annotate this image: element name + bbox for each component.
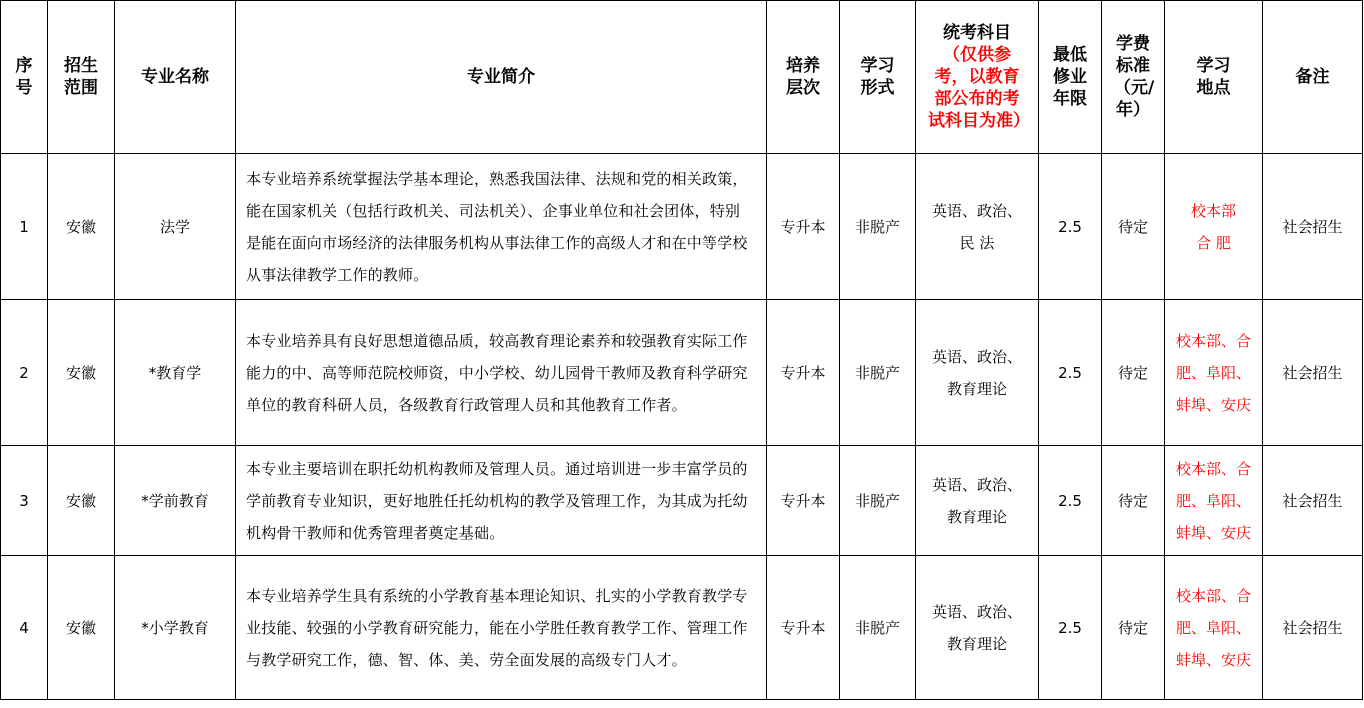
cell-exam <box>916 556 1039 700</box>
cell-seq: 3 <box>1 446 48 556</box>
cell-scope: 安徽 <box>48 446 115 556</box>
location-line: 校本部、合 <box>1175 586 1251 605</box>
cell-remark: 社会招生 <box>1263 300 1363 446</box>
cell-seq: 1 <box>1 154 48 300</box>
location-line: 肥、阜阳、 <box>1175 618 1251 637</box>
table-row <box>1 446 1363 556</box>
cell-intro: 本专业培养学生具有系统的小学教育基本理论知识、扎实的小学教育教学专业技能、较强的小学教育研究能力，能在小学胜任教育教学工作、管理工作与教学研究工作，德、智、体、美、劳全面发展的高级专门人才。 <box>236 556 767 700</box>
location-line: 蚌埠、安庆 <box>1175 395 1251 414</box>
cell-location <box>1165 446 1263 556</box>
cell-intro: 本专业培养系统掌握法学基本理论，熟悉我国法律、法规和党的相关政策，能在国家机关（包括行政机关、司法机关）、企事业单位和社会团体，特别是能在面向市场经济的法律服务机构从事法律工作的高级人才和在中等学校从事法律教学工作的教师。 <box>236 154 767 300</box>
cell-years: 2.5 <box>1039 556 1102 700</box>
header-location: 学习地点 <box>1165 1 1263 154</box>
cell-form: 非脱产 <box>840 446 916 556</box>
cell-major: *学前教育 <box>115 446 236 556</box>
cell-form: 非脱产 <box>840 300 916 446</box>
location-line: 肥、阜阳、 <box>1175 491 1251 510</box>
header-exam-note: （仅供参考，以教育部公布的考试科目为准） <box>928 45 1030 131</box>
cell-seq: 4 <box>1 556 48 700</box>
cell-form: 非脱产 <box>840 556 916 700</box>
header-remark: 备注 <box>1263 1 1363 154</box>
location-line: 合 肥 <box>1196 233 1231 252</box>
location-line: 蚌埠、安庆 <box>1175 523 1251 542</box>
cell-years: 2.5 <box>1039 300 1102 446</box>
table-row <box>1 300 1363 446</box>
location-line: 校本部 <box>1190 201 1236 220</box>
cell-level: 专升本 <box>767 446 840 556</box>
table-row <box>1 556 1363 700</box>
cell-major: 法学 <box>115 154 236 300</box>
cell-fee: 待定 <box>1102 446 1165 556</box>
location-line: 校本部、合 <box>1175 331 1251 350</box>
exam-line: 教育理论 <box>946 507 1007 526</box>
header-form: 学习形式 <box>840 1 916 154</box>
exam-line: 英语、政治、 <box>931 475 1022 494</box>
cell-fee: 待定 <box>1102 154 1165 300</box>
cell-fee: 待定 <box>1102 556 1165 700</box>
exam-line: 英语、政治、 <box>931 602 1022 621</box>
location-line: 肥、阜阳、 <box>1175 363 1251 382</box>
exam-line: 英语、政治、 <box>931 201 1022 220</box>
header-years: 最低修业年限 <box>1039 1 1102 154</box>
header-seq: 序号 <box>1 1 48 154</box>
cell-level: 专升本 <box>767 300 840 446</box>
cell-years: 2.5 <box>1039 154 1102 300</box>
cell-exam <box>916 154 1039 300</box>
cell-scope: 安徽 <box>48 154 115 300</box>
cell-seq: 2 <box>1 300 48 446</box>
exam-line: 民 法 <box>959 233 995 252</box>
header-level: 培养层次 <box>767 1 840 154</box>
exam-line: 教育理论 <box>946 634 1007 653</box>
exam-line: 英语、政治、 <box>931 347 1022 366</box>
cell-years: 2.5 <box>1039 446 1102 556</box>
cell-level: 专升本 <box>767 556 840 700</box>
cell-intro: 本专业培养具有良好思想道德品质，较高教育理论素养和较强教育实际工作能力的中、高等师范院校师资，中小学校、幼儿园骨干教师及教育科学研究单位的教育科研人员，各级教育行政管理人员和其他教育工作者。 <box>236 300 767 446</box>
header-intro: 专业简介 <box>236 1 767 154</box>
cell-form: 非脱产 <box>840 154 916 300</box>
cell-exam <box>916 446 1039 556</box>
cell-scope: 安徽 <box>48 300 115 446</box>
cell-exam <box>916 300 1039 446</box>
header-scope: 招生范围 <box>48 1 115 154</box>
exam-line: 教育理论 <box>946 379 1007 398</box>
cell-fee: 待定 <box>1102 300 1165 446</box>
cell-remark: 社会招生 <box>1263 154 1363 300</box>
cell-remark: 社会招生 <box>1263 556 1363 700</box>
cell-scope: 安徽 <box>48 556 115 700</box>
cell-intro: 本专业主要培训在职托幼机构教师及管理人员。通过培训进一步丰富学员的学前教育专业知识，更好地胜任托幼机构的教学及管理工作，为其成为托幼机构骨干教师和优秀管理者奠定基础。 <box>236 446 767 556</box>
header-exam-main: 统考科目 <box>943 23 1011 43</box>
cell-major: *小学教育 <box>115 556 236 700</box>
table-row <box>1 154 1363 300</box>
cell-location <box>1165 300 1263 446</box>
header-row <box>1 1 1363 154</box>
location-line: 校本部、合 <box>1175 459 1251 478</box>
location-line: 蚌埠、安庆 <box>1175 650 1251 669</box>
cell-location <box>1165 154 1263 300</box>
header-major: 专业名称 <box>115 1 236 154</box>
header-fee: 学费标准（元/年） <box>1102 1 1165 154</box>
cell-major: *教育学 <box>115 300 236 446</box>
cell-level: 专升本 <box>767 154 840 300</box>
cell-location <box>1165 556 1263 700</box>
header-exam <box>916 1 1039 154</box>
cell-remark: 社会招生 <box>1263 446 1363 556</box>
